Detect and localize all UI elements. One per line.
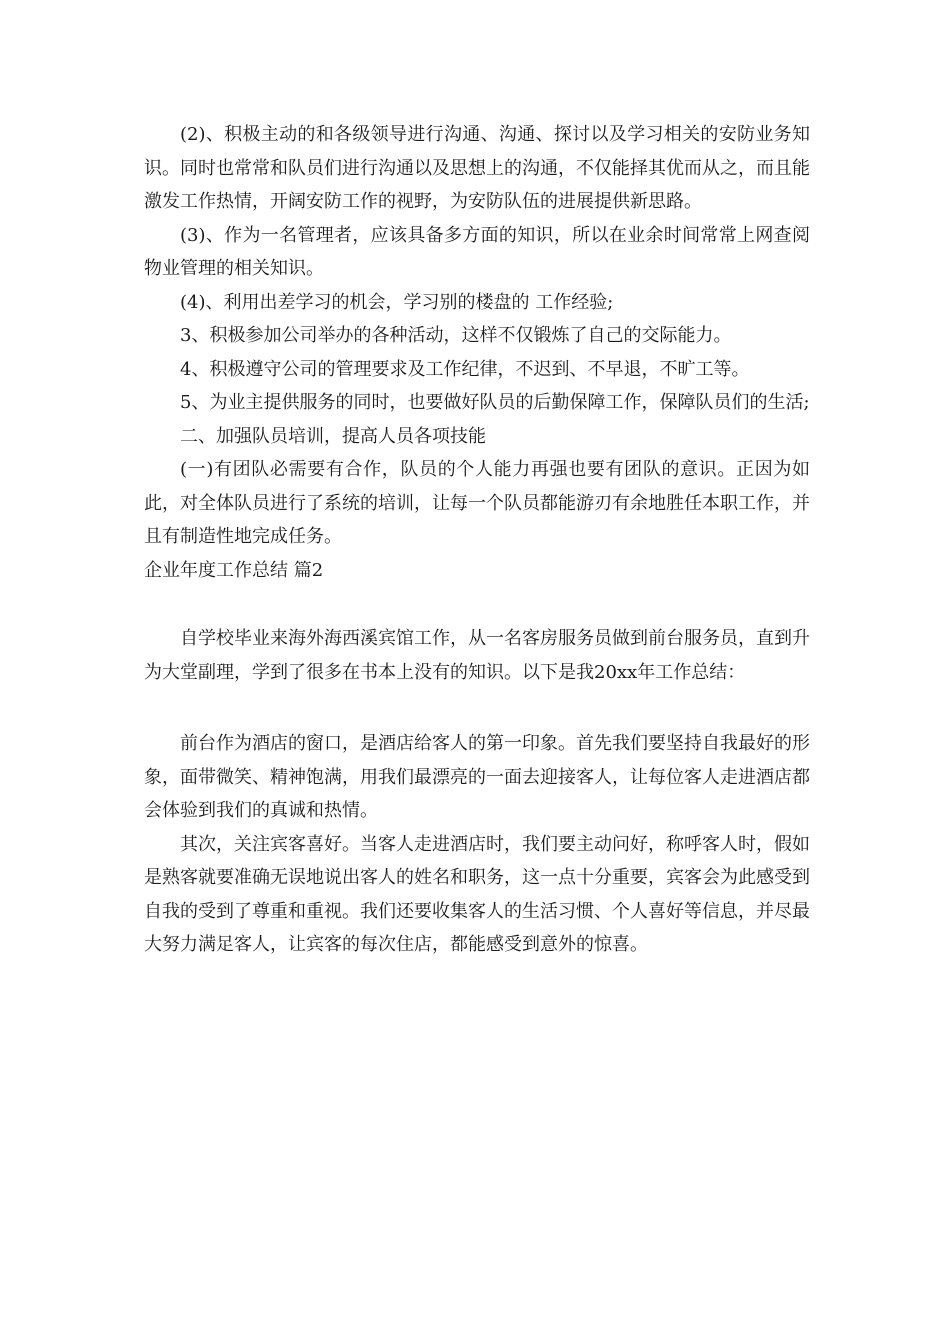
paragraph: 自学校毕业来海外海西溪宾馆工作，从一名客房服务员做到前台服务员，直到升为大堂副理，学到了很多在书本上没有的知识。以下是我20xx年工作总结： bbox=[144, 628, 810, 683]
paragraph: (3)、作为一名管理者，应该具备多方面的知识，所以在业余时间常常上网查阅物业管理的相关知识。 bbox=[144, 224, 810, 279]
paragraph: 前台作为酒店的窗口，是酒店给客人的第一印象。首先我们要坚持自我最好的形象，面带微笑、精神饱满，用我们最漂亮的一面去迎接客人，让每位客人走进酒店都会体验到我们的真诚和热情。 bbox=[144, 733, 810, 821]
section-title: 企业年度工作总结 篇2 bbox=[144, 559, 324, 581]
document-page bbox=[144, 118, 810, 962]
paragraph: (2)、积极主动的和各级领导进行沟通、沟通、探讨以及学习相关的安防业务知识。同时也常常和队员们进行沟通以及思想上的沟通，不仅能择其优而从之，而且能激发工作热情，开阔安防工作的视野，为安防队伍的进展提供新思路。 bbox=[144, 124, 810, 212]
paragraph: 4、积极遵守公司的管理要求及工作纪律，不迟到、不早退，不旷工等。 bbox=[180, 358, 750, 380]
paragraph: (4)、利用出差学习的机会，学习别的楼盘的 工作经验; bbox=[180, 291, 614, 313]
paragraph: (一)有团队必需要有合作，队员的个人能力再强也要有团队的意识。正因为如此，对全体队员进行了系统的培训，让每一个队员都能游刃有余地胜任本职工作，并且有制造性地完成任务。 bbox=[144, 459, 810, 547]
paragraph: 其次，关注宾客喜好。当客人走进酒店时，我们要主动问好，称呼客人时，假如是熟客就要准确无误地说出客人的姓名和职务，这一点十分重要，宾客会为此感受到自我的受到了尊重和重视。我们还要收集客人的生活习惯、个人喜好等信息，并尽最大努力满足客人，让宾客的每次住店，都能感受到意外的惊喜。 bbox=[144, 833, 810, 955]
paragraph: 5、为业主提供服务的同时，也要做好队员的后勤保障工作，保障队员们的生活; bbox=[180, 392, 810, 413]
spacer bbox=[144, 689, 810, 727]
section-heading: 二、加强队员培训，提高人员各项技能 bbox=[180, 425, 486, 447]
spacer bbox=[144, 587, 810, 622]
paragraph: 3、积极参加公司举办的各种活动，这样不仅锻炼了自己的交际能力。 bbox=[180, 325, 732, 346]
